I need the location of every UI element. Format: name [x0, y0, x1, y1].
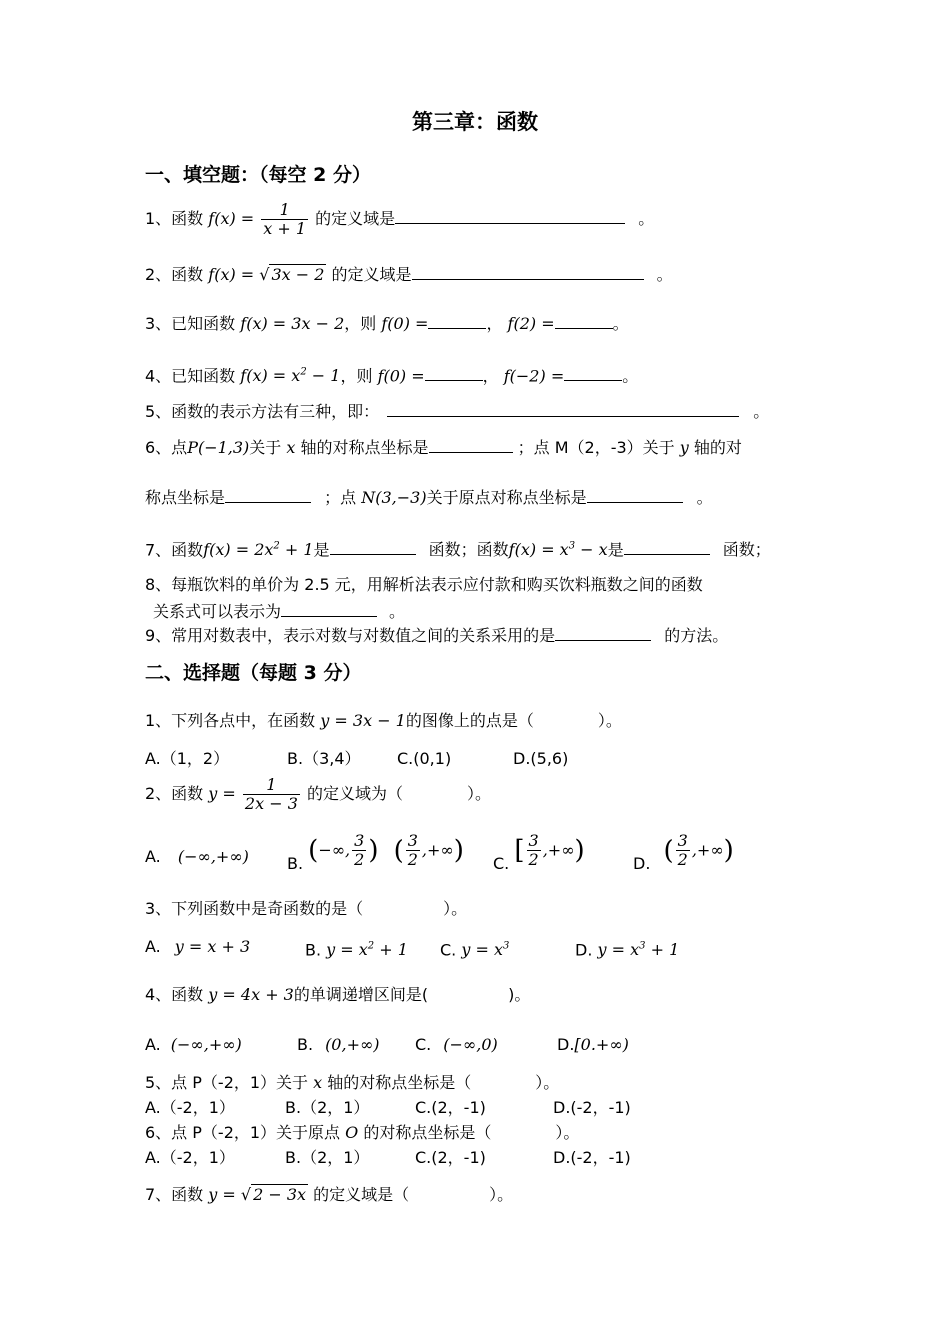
- fill-question-7: 7、函数$f(x) = 2x^2 + 1$是 函数；函数$f(x) = x^3 - x$是 函数；: [145, 540, 771, 560]
- fill-question-6: 6、点P(−1,3)关于 x 轴的对称点坐标是 ；点 M（2，-3）关于 y 轴的对: [145, 438, 742, 457]
- option-d[interactable]: D.(-2，-1): [553, 1148, 631, 1167]
- option-c[interactable]: C.(2，-1): [415, 1148, 486, 1167]
- choice-question-1: 1、下列各点中，在函数 y = 3x − 1的图像上的点是（ ）。: [145, 711, 622, 730]
- fill-question-9: 9、常用对数表中，表示对数与对数值之间的关系采用的是 的方法。: [145, 626, 729, 645]
- answer-blank[interactable]: [412, 263, 644, 280]
- choice-question-6: 6、点 P（-2，1）关于原点 O 的对称点坐标是（ ）。: [145, 1123, 580, 1142]
- fraction: $\frac{1}{x + 1}$: [263, 200, 307, 238]
- fill-question-3: 3、已知函数 f(x) = 3x − 2，则 f(0) = ， f(2) = 。: [145, 314, 629, 333]
- option-d[interactable]: D. ( $\frac{3}{2}$ ,+∞): [633, 831, 734, 873]
- option-c[interactable]: C. $y = x^3$: [440, 940, 510, 960]
- answer-blank[interactable]: [395, 207, 625, 224]
- answer-blank[interactable]: [281, 600, 377, 617]
- choice-question-2: 2、函数 y = $\frac{1}{2x - 3}$ 的定义域为（ ）。: [145, 775, 491, 813]
- option-b[interactable]: B.（2，1）: [285, 1098, 370, 1117]
- option-a[interactable]: A.（-2，1）: [145, 1098, 235, 1117]
- fill-question-1: 1、函数 f(x) = $\frac{1}{x + 1}$ 的定义域是 。: [145, 200, 655, 238]
- fill-question-4: 4、已知函数 $f(x) = x^2 - 1$，则 f(0) = ， f(−2) = 。: [145, 366, 639, 386]
- option-b[interactable]: B.（3,4）: [287, 749, 361, 768]
- answer-blank[interactable]: [555, 312, 613, 329]
- option-c[interactable]: C. [ $\frac{3}{2}$ ,+∞): [493, 831, 585, 873]
- option-c[interactable]: C.(0,1): [397, 749, 452, 768]
- fill-question-8: 8、每瓶饮料的单价为 2.5 元，用解析法表示应付款和购买饮料瓶数之间的函数: [145, 575, 703, 594]
- choice-question-4: 4、函数 y = 4x + 3的单调递增区间是( )。: [145, 985, 531, 1004]
- answer-blank[interactable]: [587, 486, 683, 503]
- option-a[interactable]: A. (−∞,+∞): [145, 847, 249, 866]
- option-b[interactable]: B. (0,+∞): [297, 1035, 380, 1054]
- answer-blank[interactable]: [225, 486, 311, 503]
- answer-blank[interactable]: [564, 364, 622, 381]
- fill-question-8-line-2: 关系式可以表示为 。: [153, 602, 406, 621]
- option-b[interactable]: B. (−∞, $\frac{3}{2}$ ) ( $\frac{3}{2}$ ,+∞): [287, 831, 464, 873]
- answer-blank[interactable]: [429, 436, 513, 453]
- answer-blank[interactable]: [624, 538, 710, 555]
- option-c[interactable]: C. (−∞,0): [415, 1035, 498, 1054]
- option-b[interactable]: B. $y = x^2 + 1$: [305, 940, 408, 960]
- fill-question-6-line-2: 称点坐标是 ；点 N(3,−3)关于原点对称点坐标是 。: [145, 488, 713, 507]
- page-title: 第三章：函数: [412, 110, 538, 134]
- option-d[interactable]: D.(-2，-1): [553, 1098, 631, 1117]
- fill-question-2: 2、函数 f(x) = √ 3x − 2 的定义域是 。: [145, 265, 673, 284]
- answer-blank[interactable]: [387, 400, 739, 417]
- answer-blank[interactable]: [428, 312, 486, 329]
- option-c[interactable]: C.(2，-1): [415, 1098, 486, 1117]
- choice-question-3: 3、下列函数中是奇函数的是（ ）。: [145, 899, 468, 918]
- option-a[interactable]: A.（1，2）: [145, 749, 230, 768]
- answer-blank[interactable]: [425, 364, 483, 381]
- section-choice-heading: 二、选择题（每题 3 分）: [145, 662, 362, 684]
- option-b[interactable]: B.（2，1）: [285, 1148, 370, 1167]
- option-a[interactable]: A. (−∞,+∞): [145, 1035, 242, 1054]
- option-a[interactable]: A. y = x + 3: [145, 937, 251, 956]
- choice-question-7: 7、函数 y = √ 2 − 3x 的定义域是（ ）。: [145, 1185, 514, 1204]
- option-d[interactable]: D.(5,6): [513, 749, 569, 768]
- option-d[interactable]: D. $y = x^3 + 1$: [575, 940, 680, 960]
- option-d[interactable]: D.[0.+∞): [557, 1035, 629, 1054]
- choice-question-5: 5、点 P（-2，1）关于 x 轴的对称点坐标是（ ）。: [145, 1073, 560, 1092]
- section-fill-heading: 一、填空题：（每空 2 分）: [145, 164, 371, 186]
- option-a[interactable]: A.（-2，1）: [145, 1148, 235, 1167]
- answer-blank[interactable]: [330, 538, 416, 555]
- fraction: $\frac{1}{2x - 3}$: [244, 775, 298, 813]
- answer-blank[interactable]: [555, 624, 651, 641]
- fill-question-5: 5、函数的表示方法有三种，即： 。: [145, 402, 770, 421]
